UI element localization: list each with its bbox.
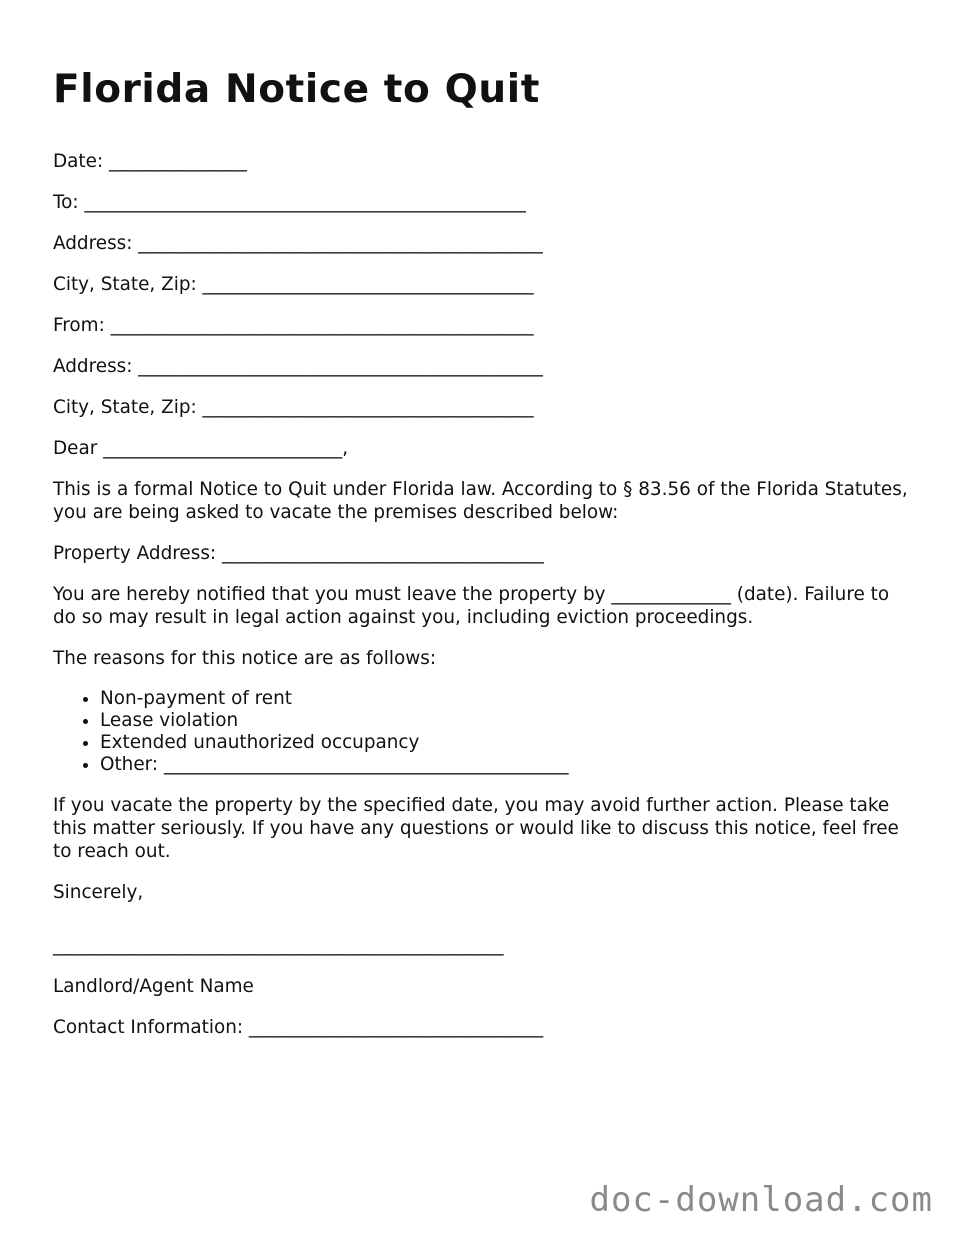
- contact-information-field: Contact Information: ________________________________: [53, 1017, 544, 1038]
- list-item: • Extended unauthorized occupancy: [100, 732, 913, 754]
- from-address-field: Address: ____________________________________________: [53, 356, 543, 377]
- page-title: Florida Notice to Quit: [53, 67, 540, 112]
- date-field: Date: _______________: [53, 151, 247, 172]
- reasons-list: [53, 688, 913, 776]
- closing-paragraph: If you vacate the property by the specified date, you may avoid further action. Please take this matter seriously. If you have any questions or would like to discuss this notice, feel free to reach out.: [53, 795, 899, 862]
- list-item: • Lease violation: [100, 710, 913, 732]
- to-city-state-zip-field: City, State, Zip: ____________________________________: [53, 274, 534, 295]
- list-item: • Other: ____________________________________________: [100, 754, 913, 776]
- reasons-heading: The reasons for this notice are as follows:: [53, 648, 437, 669]
- notice-document: [53, 64, 913, 1057]
- landlord-name-label: Landlord/Agent Name: [53, 976, 254, 997]
- notice-paragraph: You are hereby notified that you must leave the property by _____________ (date). Failure to do so may result in legal action against you, including eviction proceedings.: [53, 584, 890, 628]
- from-city-state-zip-field: City, State, Zip: ____________________________________: [53, 397, 534, 418]
- to-address-field: Address: ____________________________________________: [53, 233, 543, 254]
- watermark: doc-download.com: [589, 1180, 933, 1220]
- salutation: Dear __________________________,: [53, 438, 349, 459]
- list-item: • Non-payment of rent: [100, 688, 913, 710]
- intro-paragraph: This is a formal Notice to Quit under Florida law. According to § 83.56 of the Florida Statutes, you are being asked to vacate the premises described below:: [53, 479, 908, 523]
- signature-line: _________________________________________________: [53, 935, 504, 956]
- sign-off: Sincerely,: [53, 882, 144, 903]
- from-field: From: ______________________________________________: [53, 315, 534, 336]
- property-address-field: Property Address: ___________________________________: [53, 543, 544, 564]
- to-field: To: ________________________________________________: [53, 192, 526, 213]
